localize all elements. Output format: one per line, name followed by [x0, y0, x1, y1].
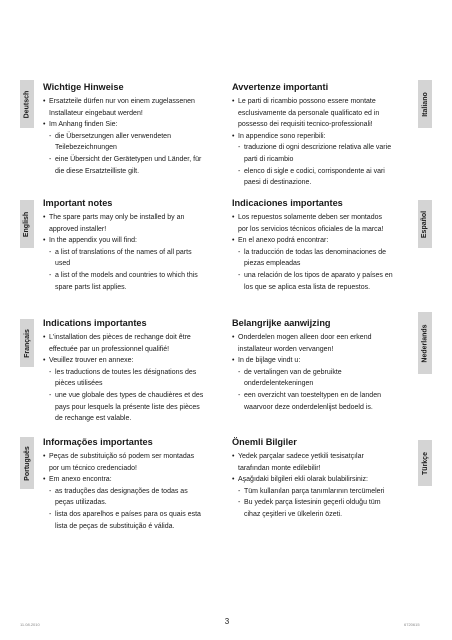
list-item-continuation: tarafından monte edilebilir!	[238, 464, 321, 472]
dash-item: - una relación de los tipos de aparato y países en	[232, 270, 425, 282]
list-item-continuation: por um técnico credenciado!	[49, 464, 137, 472]
notice-block-francais	[43, 318, 236, 425]
dash-item: - traduzione di ogni descrizione relativa alle varie	[232, 142, 425, 154]
dash-item: - de vertalingen van de gebruikte	[232, 367, 425, 379]
bullet-item: • Ersatzteile dürfen nur von einem zugelassenen	[43, 96, 236, 108]
block-list	[232, 212, 425, 293]
dash-item: - elenco di sigle e codici, corrispondente ai vari	[232, 166, 425, 178]
block-list	[232, 96, 425, 189]
language-tab-english	[20, 200, 34, 248]
list-item-continuation: peças utilizadas.	[55, 499, 107, 507]
block-list	[43, 332, 236, 425]
list-item-continuation: por los servicios técnicos oficiales de la marca!	[238, 225, 384, 233]
dash-item: - les traductions de toutes les désignations des	[43, 367, 236, 379]
bullet-item: • Im Anhang finden Sie:	[43, 119, 236, 131]
dash-item: - eine Übersicht der Gerätetypen und Länder, für	[43, 154, 236, 166]
language-tab-label: English	[23, 211, 31, 237]
list-item-continuation: die diese Ersatzteilliste gilt.	[55, 167, 140, 175]
language-tab-label: Português	[23, 445, 31, 481]
language-tab-francais	[20, 319, 34, 367]
list-item-continuation: lista de peças de substituição é válida.	[55, 522, 175, 530]
notice-block-portugues	[43, 437, 236, 532]
block-list	[43, 212, 236, 293]
list-item-continuation: esclusivamente da personale qualificato ed in	[238, 109, 380, 117]
list-item-continuation: los que se aplica esta lista de repuestos.	[244, 283, 371, 291]
list-item-continuation: parti di ricambio	[244, 155, 294, 163]
language-tab-label: Nederlands	[421, 323, 429, 363]
list-item-continuation: cihaz çeşitleri ve ülkelerin özeti.	[244, 510, 343, 518]
list-item-continuation: onderdelentekeningen	[244, 380, 314, 388]
language-tab-deutsch	[20, 80, 34, 128]
block-list	[232, 451, 425, 521]
list-item-continuation: installateur worden vervangen!	[238, 345, 334, 353]
dash-item: - a list of the models and countries to which this	[43, 270, 236, 282]
list-item-continuation: effectuée par un professionnel qualifié!	[49, 345, 170, 353]
list-item-continuation: de rechange est valable.	[55, 415, 132, 423]
bullet-item: • Veuillez trouver en annexe:	[43, 355, 236, 367]
notice-block-english	[43, 198, 236, 293]
dash-item: - een overzicht van toesteltypen en de landen	[232, 390, 425, 402]
page-number: 3	[224, 617, 230, 626]
bullet-item: • Onderdelen mogen alleen door een erkend	[232, 332, 425, 344]
bullet-item: • L'installation des pièces de rechange doit être	[43, 332, 236, 344]
language-tab-label: Türkçe	[421, 451, 429, 475]
dash-item: - as traduções das designações de todas as	[43, 486, 236, 498]
language-tab-label: Italiano	[421, 91, 429, 117]
block-title: Belangrijke aanwijzing	[232, 318, 331, 328]
block-list	[232, 332, 425, 413]
bullet-item: • In appendice sono reperibili:	[232, 131, 425, 143]
dash-item: - la traducción de todas las denominaciones de	[232, 247, 425, 259]
language-tab-label: Français	[23, 328, 31, 358]
notice-block-deutsch	[43, 82, 236, 177]
block-title: Informações importantes	[43, 437, 153, 447]
list-item-continuation: used	[55, 260, 71, 268]
list-item-continuation: paesi di destinazione.	[244, 179, 312, 187]
dash-item: - Bu yedek parça listesinin geçerli olduğu tüm	[232, 497, 425, 509]
list-item-continuation: pièces utilisées	[55, 380, 103, 388]
block-title: Wichtige Hinweise	[43, 82, 124, 92]
notice-block-nederlands	[232, 318, 425, 413]
bullet-item: • Aşağıdaki bilgileri ekli olarak bulabilirsiniz:	[232, 474, 425, 486]
list-item-continuation: possesso dei requisiti tecnico-professionali!	[238, 121, 373, 129]
language-tab-portugues	[20, 437, 34, 489]
block-title: Avvertenze importanti	[232, 82, 329, 92]
list-item-continuation: approved installer!	[49, 225, 107, 233]
footer-code: 6720615	[404, 622, 420, 627]
bullet-item: • En el anexo podrá encontrar:	[232, 235, 425, 247]
footer-date: 11.08.2010	[20, 622, 40, 627]
language-tab-label: Deutsch	[23, 90, 31, 118]
list-item-continuation: Teilebezeichnungen	[55, 144, 117, 152]
bullet-item: • In the appendix you will find:	[43, 235, 236, 247]
bullet-item: • Em anexo encontra:	[43, 474, 236, 486]
notice-block-italiano	[232, 82, 425, 189]
block-list	[43, 96, 236, 177]
notice-block-turkce	[232, 437, 425, 521]
bullet-item: • Peças de substituição só podem ser montadas	[43, 451, 236, 463]
list-item-continuation: Installateur eingebaut werden!	[49, 109, 143, 117]
dash-item: - Tüm kullanılan parça tanımlarının tercümeleri	[232, 486, 425, 498]
list-item-continuation: spare parts list applies.	[55, 283, 127, 291]
block-title: Indications importantes	[43, 318, 147, 328]
bullet-item: • In de bijlage vindt u:	[232, 355, 425, 367]
list-item-continuation: piezas empleadas	[244, 260, 301, 268]
bullet-item: • Yedek parçalar sadece yetkili tesisatçılar	[232, 451, 425, 463]
dash-item: - une vue globale des types de chaudières et des	[43, 390, 236, 402]
bullet-item: • Le parti di ricambio possono essere montate	[232, 96, 425, 108]
dash-item: - die Übersetzungen aller verwendeten	[43, 131, 236, 143]
notice-block-espanol	[232, 198, 425, 293]
dash-item: - lista dos aparelhos e países para os quais esta	[43, 509, 236, 521]
language-tab-label: Español	[421, 210, 429, 238]
block-list	[43, 451, 236, 532]
dash-item: - a list of translations of the names of all parts	[43, 247, 236, 259]
list-item-continuation: pays pour lesquels la présente liste des pièces	[55, 403, 200, 411]
bullet-item: • Los repuestos solamente deben ser montados	[232, 212, 425, 224]
block-title: Important notes	[43, 198, 113, 208]
block-title: Önemli Bilgiler	[232, 437, 297, 447]
block-title: Indicaciones importantes	[232, 198, 343, 208]
list-item-continuation: waarvoor deze onderdelenlijst bedoeld is.	[244, 403, 373, 411]
bullet-item: • The spare parts may only be installed by an	[43, 212, 236, 224]
